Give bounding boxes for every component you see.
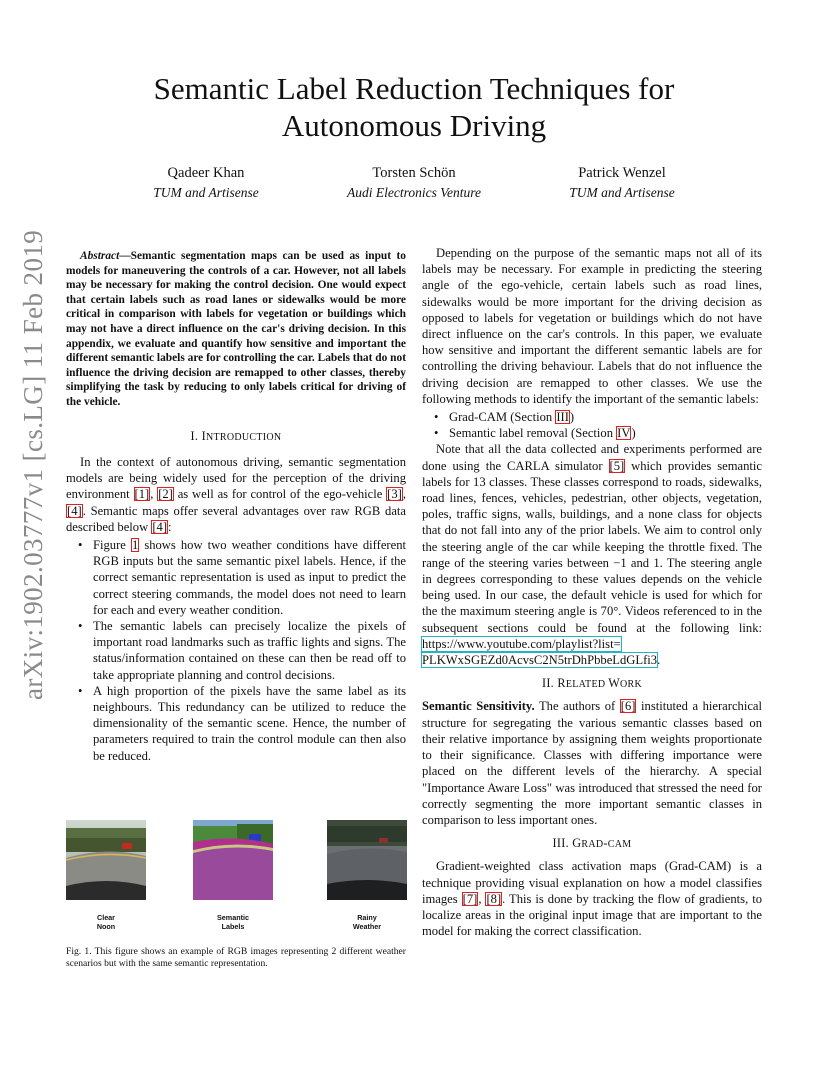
- right-column: [422, 245, 762, 939]
- figure-label-clear-noon: Clear Noon: [96, 913, 116, 931]
- intro-bullet-list: [66, 537, 406, 764]
- list-item: • Grad-CAM (Section III): [434, 410, 575, 425]
- rainy-weather-image: [327, 820, 407, 900]
- abstract-text: —Semantic segmentation maps can be used as input to models for maneuvering the controls of a car. However, not all labels may be necessary for making the control decision. One would expect that certain labels such as road lanes or sidewalks would be more critical in comparison with labels for vegetation or buildings which may not have a direct influence on the car's driving decision. In this appendix, we evaluate and quantify how sensitive and important the different semantic labels are for controlling the car. Labels that do not influence the driving decision are remapped to other classes, thereby simplifying the task by reducing to only labels critical for driving of the vehicle.: [66, 250, 406, 408]
- list-item: • The semantic labels can precisely localize the pixels of important road landmarks such as traffic lights and signs. The status/information contained on these can then be read off to take appropriate planning and control decisions.: [78, 619, 406, 682]
- paper-title: [100, 70, 728, 144]
- citation-link[interactable]: [4]: [67, 503, 82, 518]
- figure-label-rainy: Rainy Weather: [352, 913, 382, 931]
- abstract-label: Abstract: [80, 250, 120, 262]
- list-item: • Semantic label removal (Section IV): [434, 426, 636, 441]
- methods-list: [422, 409, 762, 441]
- abstract: [66, 249, 406, 410]
- list-item: • A high proportion of the pixels have the same label as its neighbours. This redundancy can be utilized to reduce the dimensionality of the semantic scene. Hence, the number of parameters required to train the control module can then also be reduced.: [78, 683, 406, 763]
- author-name: Qadeer Khan: [167, 165, 245, 181]
- citation-link[interactable]: [5]: [609, 458, 625, 473]
- introduction-body: [66, 454, 406, 764]
- citation-link[interactable]: [7]: [462, 891, 478, 906]
- section-heading-introduction: I. INTRODUCTION: [190, 429, 282, 443]
- youtube-link-continued[interactable]: PLKWxSGEZd0AcvsC2N5trDhPbbeLdGLfi3: [422, 653, 658, 668]
- section-heading-related-work: II. RELATED WORK: [541, 676, 643, 691]
- intro-paragraph: In the context of autonomous driving, semantic segmentation models are being widely used for the perception of the driving environment [1], [2] as well as for control of the ego-vehicle [3], [4]. Semantic maps offer several advantages over raw RGB data described below [4]:: [66, 455, 406, 534]
- figure-link[interactable]: 1: [131, 538, 139, 553]
- arxiv-identifier: arXiv:1902.03777v1 [cs.LG] 11 Feb 2019: [18, 229, 48, 700]
- author-3: [522, 164, 722, 202]
- section-link[interactable]: IV: [617, 426, 631, 441]
- paragraph: Depending on the purpose of the semantic maps not all of its labels may be necessary. For example in predicting the steering angle of the ego-vehicle, certain labels such as road lines, sidewalks would be more important for the driving decision as opposed to labels for vegetation or buildings which do not have direct influence on the car's controls. In this paper, we evaluate how sensitive and important the different semantic labels are for controlling the driving behaviour. Labels that do not influence the driving decision are remapped to other classes. We use the following methods to identify the important of the semantic labels:: [422, 246, 762, 406]
- section-link[interactable]: III: [556, 410, 569, 425]
- citation-link[interactable]: [1]: [134, 487, 150, 502]
- author-1: [106, 164, 306, 202]
- figure-label-semantic: Semantic Labels: [217, 913, 249, 931]
- paragraph: Semantic Sensitivity. The authors of [6] instituted a hierarchical structure for segregating the various semantic classes based on their relative importance by assigning them weights proportionate to their significance. Classes with differing importance were placed on the different levels of the hierarchy. A special "Importance Aware Loss" was introduced that stressed the need for correctly segmenting the more important semantic classes in comparison to less important ones.: [422, 699, 763, 827]
- list-item: • Figure 1 shows how two weather conditions have different RGB inputs but the same semantic pixel labels. Hence, if the correct semantic representation is used as input to predict the correct steering commands, the model does not need to learn for each and every weather condition.: [78, 538, 406, 617]
- section-heading-grad-cam: III. GRAD-CAM: [552, 836, 632, 851]
- title-line-2: Autonomous Driving: [281, 108, 547, 143]
- citation-link[interactable]: [6]: [620, 699, 636, 714]
- paragraph: Gradient-weighted class activation maps (Grad-CAM) is a technique providing visual explanation on how a model classifies images [7], [8]. This is done by tracking the flow of gradients, to localize areas in the original input image that are important to the model for making the correct classification.: [422, 859, 762, 939]
- author-affiliation: Audi Electronics Venture: [347, 185, 481, 200]
- citation-link[interactable]: [4]: [152, 519, 168, 534]
- author-2: [314, 164, 514, 202]
- semantic-labels-image: [193, 820, 273, 900]
- author-affiliation: TUM and Artisense: [153, 185, 259, 200]
- citation-link[interactable]: [3]: [387, 487, 402, 502]
- citation-link[interactable]: [8]: [486, 891, 502, 906]
- youtube-link[interactable]: https://www.youtube.com/playlist?list=: [422, 636, 621, 651]
- paragraph: Note that all the data collected and experiments performed are done using the CARLA simulator [5] which provides semantic labels for 13 classes. These classes correspond to roads, sidewalks, road lines, fences, vehicles, pedestrian, other objects, vegetation, poles, traffic signs, walls, buildings, and a none class for objects that do not fall into any of the prior labels. We aim to control only the steering angle of the car while keeping the throttle fixed. The range of the steering varies between −1 and 1. The steering angle in degrees corresponding to these values depends on the vehicle being used. In our case, the default vehicle is used for which for the the maximum steering angle is 70°. Videos referenced to in the subsequent sections could be found at the following link: https://www.youtube.com/playlist?list= PLKWxSGEZd0AcvsC2N5trDhPbbeLdGLfi3.: [422, 442, 762, 668]
- author-name: Patrick Wenzel: [578, 165, 666, 181]
- citation-link[interactable]: [2]: [158, 487, 173, 502]
- author-affiliation: TUM and Artisense: [569, 185, 675, 200]
- author-name: Torsten Schön: [372, 165, 456, 181]
- clear-noon-image: [66, 820, 146, 900]
- title-line-1: Semantic Label Reduction Techniques for: [153, 71, 675, 106]
- figure-caption: Fig. 1. This figure shows an example of RGB images representing 2 different weather scenarios but with the same semantic representation.: [66, 946, 406, 969]
